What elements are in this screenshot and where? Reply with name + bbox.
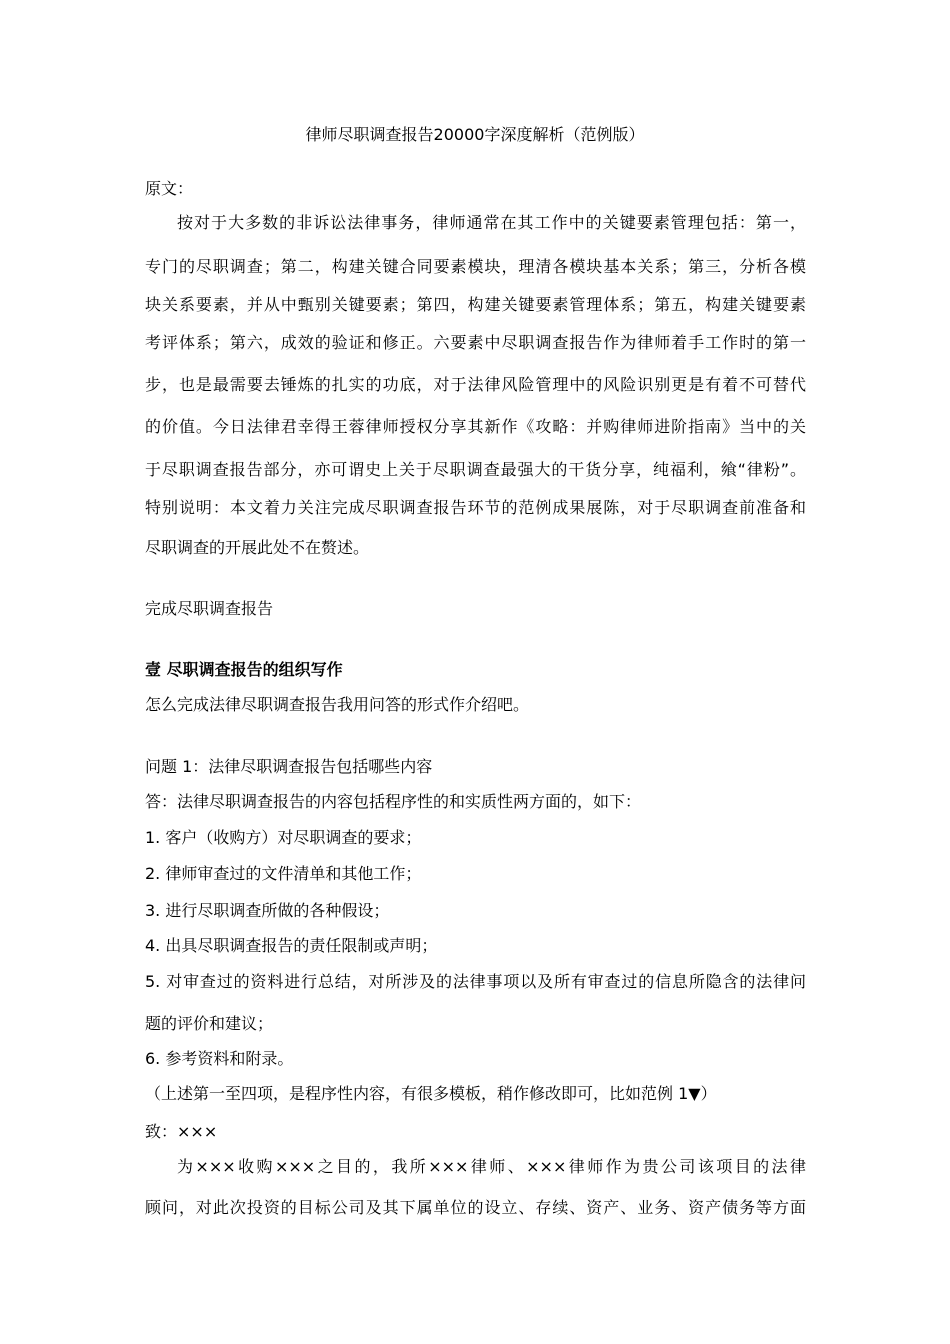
original-label: 原文： [145, 179, 194, 198]
letter-line-1: 为×××收购×××之目的，我所×××律师、×××律师作为贵公司该项目的法律 [177, 1157, 806, 1176]
heading-1: 壹 尽职调查报告的组织写作 [145, 660, 343, 679]
template-note: （上述第一至四项，是程序性内容，有很多模板，稍作修改即可，比如范例 1▼） [145, 1084, 717, 1103]
intro-line-2: 专门的尽职调查；第二，构建关键合同要素模块，理清各模块基本关系；第三，分析各模 [145, 257, 806, 276]
list-item-5: 5. 对审查过的资料进行总结，对所涉及的法律事项以及所有审查过的信息所隐含的法律问 [145, 972, 806, 991]
list-item-1: 1. 客户（收购方）对尽职调查的要求； [145, 828, 422, 847]
list-item-2: 2. 律师审查过的文件清单和其他工作； [145, 864, 422, 883]
salutation: 致：××× [145, 1122, 218, 1141]
intro-line-3: 块关系要素，并从中甄别关键要素；第四，构建关键要素管理体系；第五，构建关键要素 [145, 295, 806, 314]
list-item-6: 6. 参考资料和附录。 [145, 1049, 294, 1068]
list-item-3: 3. 进行尽职调查所做的各种假设； [145, 901, 390, 920]
intro-line-5: 步，也是最需要去锤炼的扎实的功底，对于法律风险管理中的风险识别更是有着不可替代 [145, 375, 806, 394]
document-title: 律师尽职调查报告20000字深度解析（范例版） [305, 125, 645, 144]
intro-line-7: 于尽职调查报告部分，亦可谓史上关于尽职调查最强大的干货分享，纯福利，飨“律粉”。 [145, 460, 806, 479]
intro-line-6: 的价值。今日法律君幸得王蓉律师授权分享其新作《攻略：并购律师进阶指南》当中的关 [145, 417, 806, 436]
letter-line-2: 顾问，对此次投资的目标公司及其下属单位的设立、存续、资产、业务、资产债务等方面 [145, 1198, 806, 1217]
section-label: 完成尽职调查报告 [145, 599, 274, 618]
intro-line-4: 考评体系；第六，成效的验证和修正。六要素中尽职调查报告作为律师着手工作时的第一 [145, 333, 806, 352]
question-1: 问题 1：法律尽职调查报告包括哪些内容 [145, 757, 433, 776]
intro-line-1: 按对于大多数的非诉讼法律事务，律师通常在其工作中的关键要素管理包括：第一， [177, 213, 806, 232]
intro-line-8: 特别说明：本文着力关注完成尽职调查报告环节的范例成果展陈，对于尽职调查前准备和 [145, 498, 806, 517]
intro-line-9: 尽职调查的开展此处不在赘述。 [145, 538, 370, 557]
heading-1-intro: 怎么完成法律尽职调查报告我用问答的形式作介绍吧。 [145, 695, 530, 714]
list-item-5-continued: 题的评价和建议； [145, 1014, 274, 1033]
list-item-4: 4. 出具尽职调查报告的责任限制或声明； [145, 936, 438, 955]
answer-1: 答：法律尽职调查报告的内容包括程序性的和实质性两方面的，如下： [145, 792, 642, 811]
